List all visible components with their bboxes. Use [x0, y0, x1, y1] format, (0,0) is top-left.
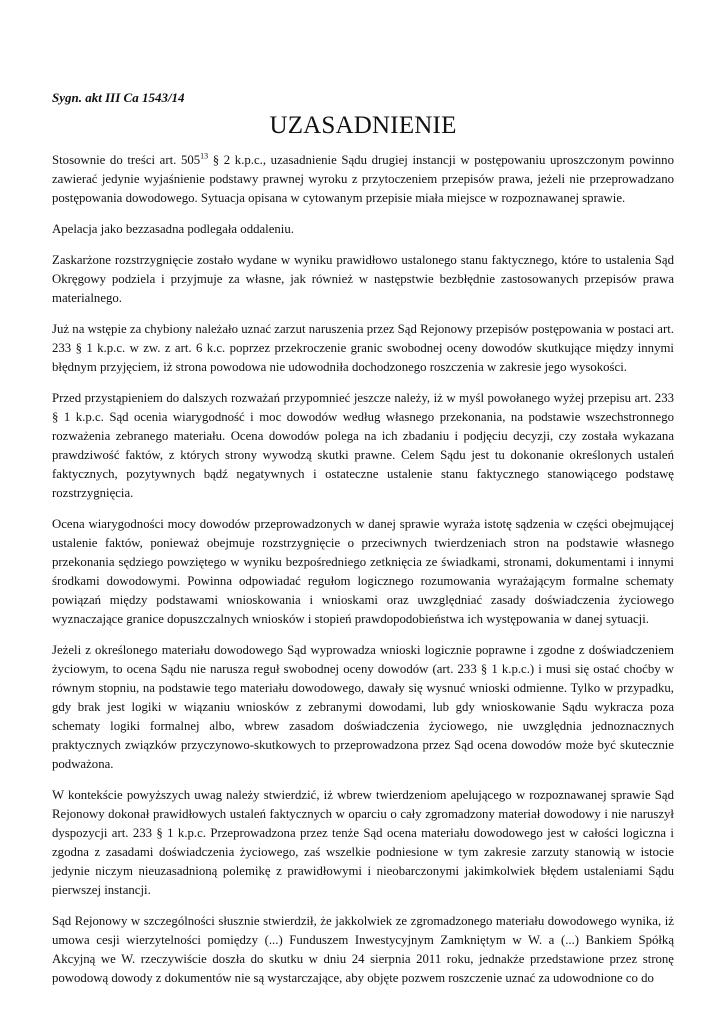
paragraph-7: Jeżeli z określonego materiału dowodowego Sąd wyprowadza wnioski logicznie poprawne i zgodne z doświadczeniem życiowym, to ocena Sądu nie narusza reguł swobodnej oceny dowodów (art. 233 § 1 k.p.c.) i musi się ostać choćby w równym stopniu, na podstawie tego materiału dowodowego, dawały się wysnuć wnioski odmienne. Tylko w przypadku, gdy brak jest logiki w wiązaniu wniosków z zebranymi dowodami, lub gdy wnioskowanie Sądu wykracza poza schematy logiki formalnej albo, wbrew zasadom doświadczenia życiowego, nie uwzględnia jednoznacznych praktycznych związków przyczynowo-skutkowych to przeprowadzona przez Sąd ocena dowodów może być skutecznie podważona. [52, 643, 674, 771]
document-page [52, 90, 674, 1000]
paragraph-1-end: § 2 k.p.c., uzasadnienie Sądu drugiej instancji w postępowaniu uproszczonym powinno zawierać jedynie wyjaśnienie podstawy prawnej wyroku z przytoczeniem przepisów prawa, jeżeli nie przeprowadzano postępowania dowodowego. Sytuacja opisana w cytowanym przepisie miała miejsce w rozpoznawanej sprawie. [52, 153, 674, 205]
paragraph-5: Przed przystąpieniem do dalszych rozważań przypomnieć jeszcze należy, iż w myśl powołanego wyżej przepisu art. 233 § 1 k.p.c. Sąd ocenia wiarygodność i moc dowodów według własnego przekonania, na podstawie wszechstronnego rozważenia zebranego materiału. Ocena dowodów polega na ich zbadaniu i podjęciu decyzji, czy została wykazana prawdziwość faktów, z których strony wywodzą skutki prawne. Celem Sądu jest tu dokonanie określonych ustaleń faktycznych, pozytywnych bądź negatywnych i ostateczne ustalenie stanu faktycznego stanowiącego podstawę rozstrzygnięcia. [52, 391, 674, 500]
paragraph-9: Sąd Rejonowy w szczególności słusznie stwierdził, że jakkolwiek ze zgromadzonego materiału dowodowego wynika, iż umowa cesji wierzytelności pomiędzy (...) Funduszem Inwestycyjnym Zamkniętym w W. a (...) Bankiem Spółką Akcyjną we W. rzeczywiście doszła do skutku w dniu 24 sierpnia 2011 roku, jednakże przedstawione przez stronę powodową dowody z dokumentów nie są wystarczające, aby objęte pozwem roszczenie uznać za udowodnione co do [52, 914, 674, 985]
paragraph-1-start: Stosownie do treści art. 505 [52, 153, 201, 167]
paragraph-6: Ocena wiarygodności mocy dowodów przeprowadzonych w danej sprawie wyraża istotę sądzenia w części obejmującej ustalenie faktów, ponieważ obejmuje rozstrzygnięcie o przeciwnych twierdzeniach stron na podstawie własnego przekonania sędziego powziętego w wyniku bezpośredniego zetknięcia ze świadkami, stronami, dokumentami i innymi środkami dowodowymi. Powinna odpowiadać regułom logicznego rozumowania wyrażającym formalne schematy powiązań między podstawami wnioskowania i wnioskami oraz uwzględniać zasady doświadczenia życiowego wyznaczające granice dopuszczalnych wniosków i stopień prawdopodobieństwa ich występowania w danej sytuacji. [52, 517, 674, 626]
paragraph-4: Już na wstępie za chybiony należało uznać zarzut naruszenia przez Sąd Rejonowy przepisów postępowania w postaci art. 233 § 1 k.p.c. w zw. z art. 6 k.c. poprzez przekroczenie granic swobodnej oceny dowodów skutkujące między innymi błędnym przyjęciem, iż strona powodowa nie udowodniła dochodzonego roszczenia w zakresie jego wysokości. [52, 322, 674, 374]
article-superscript: 13 [200, 151, 209, 161]
case-signature: Sygn. akt III Ca 1543/14 [52, 90, 185, 105]
paragraph-1 [52, 151, 674, 208]
paragraph-2: Apelacja jako bezzasadna podlegała oddaleniu. [52, 222, 294, 236]
document-title: UZASADNIENIE [269, 112, 457, 139]
paragraph-8: W kontekście powyższych uwag należy stwierdzić, iż wbrew twierdzeniom apelującego w rozpoznawanej sprawie Sąd Rejonowy dokonał prawidłowych ustaleń faktycznych w oparciu o cały zgromadzony materiał dowodowy i nie naruszył dyspozycji art. 233 § 1 k.p.c. Przeprowadzona przez tenże Sąd ocena materiału dowodowego jest w całości logiczna i zgodna z zasadami doświadczenia życiowego, zaś wszelkie podniesione w tym zakresie zarzuty stanowią w istocie jedynie niczym nieuzasadnioną polemikę z prawidłowymi i nieobarczonymi jakimkolwiek błędem ustaleniami Sądu pierwszej instancji. [52, 788, 674, 897]
paragraph-3: Zaskarżone rozstrzygnięcie zostało wydane w wyniku prawidłowo ustalonego stanu faktycznego, które to ustalenia Sąd Okręgowy podziela i przyjmuje za własne, jak również w następstwie bezbłędnie zastosowanych przepisów prawa materialnego. [52, 253, 674, 305]
